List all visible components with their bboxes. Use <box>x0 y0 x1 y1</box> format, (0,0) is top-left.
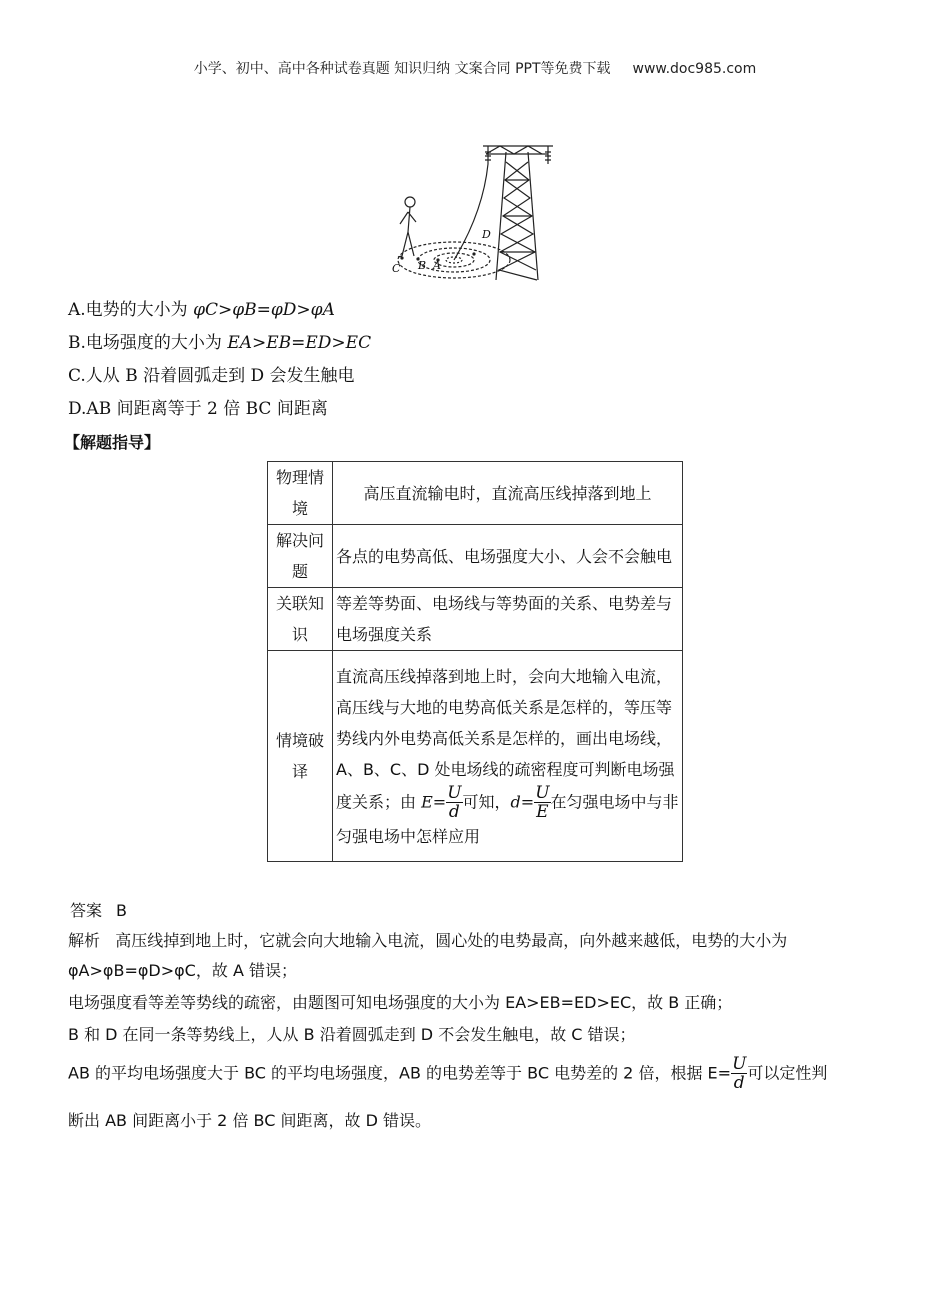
fraction-u-e: $\frac{U}{E}$ <box>535 782 550 822</box>
answer <box>70 898 127 921</box>
label-d: D <box>482 228 491 241</box>
header-url[interactable]: www.doc985.com <box>632 61 757 77</box>
answer-label: 答案 <box>70 901 103 920</box>
explanation-p3: B 和 D 在同一条等势线上，人从 B 沿着圆弧走到 D 不会发生触电，故 C 错误； <box>68 1025 636 1044</box>
option-b-formula: EA>EB=ED>EC <box>227 333 372 353</box>
row-content: 各点的电势高低、电场强度大小、人会不会触电 <box>333 525 683 588</box>
option-d: D.AB 间距离等于 2 倍 BC 间距离 <box>68 399 328 419</box>
guide-table <box>267 461 683 862</box>
explanation-label: 解析 <box>68 931 101 950</box>
explanation-p2: 电场强度看等差等势线的疏密，由题图可知电场强度的大小为 EA>EB=ED>EC，故 B 正确； <box>68 993 733 1012</box>
table-row <box>268 462 683 525</box>
table-row <box>268 651 683 862</box>
label-c: C <box>392 262 401 275</box>
explanation-p5: 断出 AB 间距离小于 2 倍 BC 间距离，故 D 错误。 <box>68 1111 431 1130</box>
fraction-u-d-2: $\frac{U}{d}$ <box>732 1054 747 1093</box>
option-c: C.人从 B 沿着圆弧走到 D 会发生触电 <box>68 366 355 386</box>
option-b: B.电场强度的大小为 EA>EB=ED>EC <box>68 333 372 353</box>
row-head: 关联知识 <box>268 588 333 651</box>
guide-title: 【解题指导】 <box>64 433 161 452</box>
table-row <box>268 588 683 651</box>
option-a: A.电势的大小为 φC>φB=φD>φA <box>68 300 335 320</box>
table-row <box>268 525 683 588</box>
label-b: B <box>418 259 427 272</box>
explanation-p4: AB 的平均电场强度大于 BC 的平均电场强度，AB 的电势差等于 BC 电势差的 2 倍，根据 E= $\frac{U}{d}$ 可以定性判 <box>68 1054 828 1093</box>
explanation-p1: 解析 高压线掉到地上时，它就会向大地输入电流，圆心处的电势最高，向外越来越低，电势的大小为 <box>68 931 788 950</box>
option-a-formula: φC>φB=φD>φA <box>193 300 335 320</box>
tower-figure <box>388 132 560 292</box>
row-head: 解决问题 <box>268 525 333 588</box>
row-content: 等差等势面、电场线与等势面的关系、电势差与电场强度关系 <box>333 588 683 651</box>
fraction-u-d: $\frac{U}{d}$ <box>447 782 462 822</box>
row-head: 情境破译 <box>268 651 333 862</box>
row-head: 物理情境 <box>268 462 333 525</box>
answer-value: B <box>116 901 127 920</box>
label-a: A <box>433 259 441 272</box>
header-text: 小学、初中、高中各种试卷真题 知识归纳 文案合同 PPT等免费下载 <box>193 61 611 77</box>
row-content: 高压直流输电时，直流高压线掉落到地上 <box>333 462 683 525</box>
page-header <box>0 58 950 78</box>
row-content: 直流高压线掉落到地上时，会向大地输入电流，高压线与大地的电势高低关系是怎样的，等压等势线内外电势高低关系是怎样的，画出电场线，A、B、C、D 处电场线的疏密程度可判断电场强度关系；由 E= $\frac{U}{d}$ 可知，d= $\frac{U}{E}$ 在匀强电场中与非匀强电场中怎样应用 <box>333 651 683 862</box>
explanation-p1b: φA>φB=φD>φC，故 A 错误； <box>68 961 297 980</box>
